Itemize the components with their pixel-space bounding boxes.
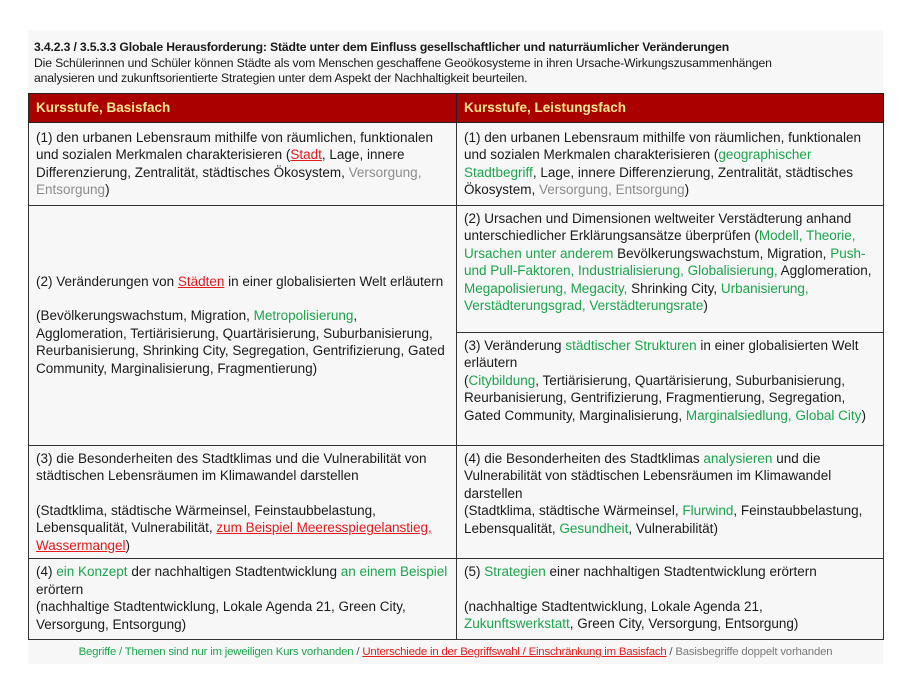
cell-text: (2) Ursachen und Dimensionen weltweiter Verstädterung anhand unterschiedlicher Erklärungsansätze überprüfen ( (464, 210, 852, 243)
table-row (29, 122, 884, 205)
cell-text: (Bevölkerungswachstum, Migration, (36, 308, 254, 324)
cell-text: (2) Veränderungen von (36, 273, 178, 289)
column-header-leistungsfach: Kursstufe, Leistungsfach (457, 93, 884, 122)
table-row (29, 559, 884, 640)
spacer (36, 485, 449, 502)
cell-text: (Stadtklima, städtische Wärmeinsel, Feinstaubbelastung, Lebensqualität, Vulnerabilität, (36, 502, 376, 535)
cell-text: (Stadtklima, städtische Wärmeinsel, (464, 503, 683, 518)
cell-text: , Agglomeration, Tertiärisierung, Quartärisierung, Suburbanisierung, Reurbanisierung, Shrinking City, Segregation, Gentrifizierung, Gated Community, Marginalisierung, Fragmentierung) (36, 308, 445, 376)
table-row (29, 445, 884, 559)
term-gray: Versorgung, Entsorgung (36, 164, 422, 197)
table-row (29, 205, 884, 332)
basis-cell-1 (29, 122, 457, 205)
cell-text: und die Vulnerabilität von städtischen Lebensräumen im Klimawandel darstellen (464, 450, 832, 501)
cell-text: (5) (464, 564, 485, 579)
term-green: ein Konzept (56, 564, 128, 579)
table-header-row (29, 93, 884, 122)
cell-text: in einer globalisierten Welt erläutern (464, 337, 859, 370)
term-green: Flurwind (682, 503, 734, 518)
cell-text: (nachhaltige Stadtentwicklung, Lokale Agenda 21, Green City, Versorgung, Entsorgung) (36, 599, 406, 632)
term-green: Citybildung (468, 372, 536, 388)
term-green: geographischer Stadtbegriff (464, 147, 812, 180)
competence-table (28, 93, 884, 641)
cell-text: ) (861, 407, 866, 423)
curriculum-page (28, 30, 883, 664)
cell-text: Shrinking City, (627, 280, 721, 296)
cell-text: der nachhaltigen Stadtentwicklung (127, 564, 341, 579)
term-green: Metropolisierung (253, 308, 354, 324)
color-legend (28, 640, 883, 664)
spacer (464, 581, 876, 598)
cell-text: , Lage, innere Differenzierung, Zentralität, städtisches Ökosystem, (464, 164, 853, 197)
cell-text: (nachhaltige Stadtentwicklung, Lokale Agenda 21, (464, 598, 763, 614)
term-green: Gesundheit (559, 520, 629, 536)
term-red: zum Beispiel Meeresspiegelanstieg, Wassermangel (36, 520, 432, 553)
legend-separator: / (666, 646, 676, 658)
cell-text: ) (125, 537, 131, 553)
cell-text: (3) Veränderung (464, 337, 566, 353)
cell-text: in einer globalisierten Welt erläutern (224, 273, 444, 289)
term-green: Marginalsiedlung, Global City (685, 407, 862, 423)
section-description-line-2: analysieren und zukunftsorientierte Strategien unter dem Aspekt der Nachhaltigkeit beurteilen. (34, 71, 528, 85)
cell-text: ) (105, 182, 110, 197)
term-green: Push- und Pull-Faktoren, Industrialisierung, Globalisierung, (464, 245, 866, 278)
cell-text: einer nachhaltigen Stadtentwicklung erörtern (545, 564, 817, 579)
section-description-line-1: Die Schülerinnen und Schüler können Städte als vom Menschen geschaffene Geoökosysteme in ihren Ursache-Wirkungszusammenhängen (34, 55, 772, 70)
cell-text: ( (464, 372, 469, 388)
term-green: Zukunftswerkstatt (464, 616, 570, 631)
cell-text: , Green City, Versorgung, Entsorgung) (569, 616, 799, 631)
term-green: Strategien (484, 564, 546, 579)
cell-text: , Tertiärisierung, Quartärisierung, Suburbanisierung, Reurbanisierung, Gentrifizierung, Fragmentierung, Segregation, Gated Community, Marginalisierung, (464, 372, 846, 423)
cell-text: (3) die Besonderheiten des Stadtklimas und die Vulnerabilität von städtischen Lebensräumen im Klimawandel darstellen (36, 450, 427, 483)
legend-green-course-specific: Begriffe / Themen sind nur im jeweiligen Kurs vorhanden (78, 646, 354, 658)
term-gray: Versorgung, Entsorgung (539, 182, 685, 197)
section-title: 3.4.2.3 / 3.5.3.3 Globale Herausforderung: Städte unter dem Einfluss gesellschaftlicher und naturräumlicher Veränderungen (34, 40, 730, 54)
term-red: Städten (177, 273, 225, 289)
cell-text: (1) den urbanen Lebensraum mithilfe von räumlichen, funktionalen und sozialen Merkmalen charakterisieren ( (464, 129, 861, 162)
legend-separator: / (353, 646, 363, 658)
leistung-cell-2 (457, 205, 884, 332)
legend-gray-duplicate: Basisbegriffe doppelt vorhanden (675, 646, 833, 658)
leistung-cell-5 (457, 559, 884, 640)
intro-block (28, 30, 883, 93)
cell-text: (4) die Besonderheiten des Stadtklimas (464, 450, 704, 466)
basis-cell-4 (29, 559, 457, 640)
term-green: Urbanisierung, Verstädterungsgrad, Verstädterungsrate (464, 280, 809, 313)
basis-cell-2 (29, 205, 457, 445)
cell-text: Bevölkerungswachstum, Migration, (613, 245, 831, 261)
term-green: städtischer Strukturen (565, 337, 697, 353)
term-green: analysieren (703, 450, 773, 466)
cell-text: (4) (36, 564, 57, 579)
legend-red-differences: Unterschiede in der Begriffswahl / Einschränkung im Basisfach (362, 646, 667, 658)
cell-text: ) (684, 182, 690, 197)
cell-text: (1) den urbanen Lebensraum mithilfe von räumlichen, funktionalen und sozialen Merkmalen charakterisieren ( (36, 129, 433, 162)
column-header-basisfach: Kursstufe, Basisfach (29, 93, 457, 122)
cell-text: , Lage, innere Differenzierung, Zentralität, städtisches Ökosystem, (36, 147, 405, 180)
cell-text: Agglomeration, (777, 263, 872, 278)
leistung-cell-4 (457, 445, 884, 559)
cell-text: , Vulnerabilität) (628, 520, 718, 536)
term-green: Megapolisierung, Megacity, (464, 280, 628, 296)
leistung-cell-1 (457, 122, 884, 205)
cell-text: , Feinstaubbelastung, Lebensqualität, (464, 503, 863, 536)
leistung-cell-3 (457, 332, 884, 445)
cell-text: erörtern (36, 581, 84, 597)
cell-text: ) (703, 298, 708, 313)
term-green: Modell, Theorie, Ursachen unter anderem (464, 228, 856, 261)
basis-cell-3 (29, 445, 457, 559)
term-green: an einem Beispiel (340, 564, 448, 579)
spacer (36, 290, 449, 307)
term-red: Stadt (290, 147, 322, 162)
